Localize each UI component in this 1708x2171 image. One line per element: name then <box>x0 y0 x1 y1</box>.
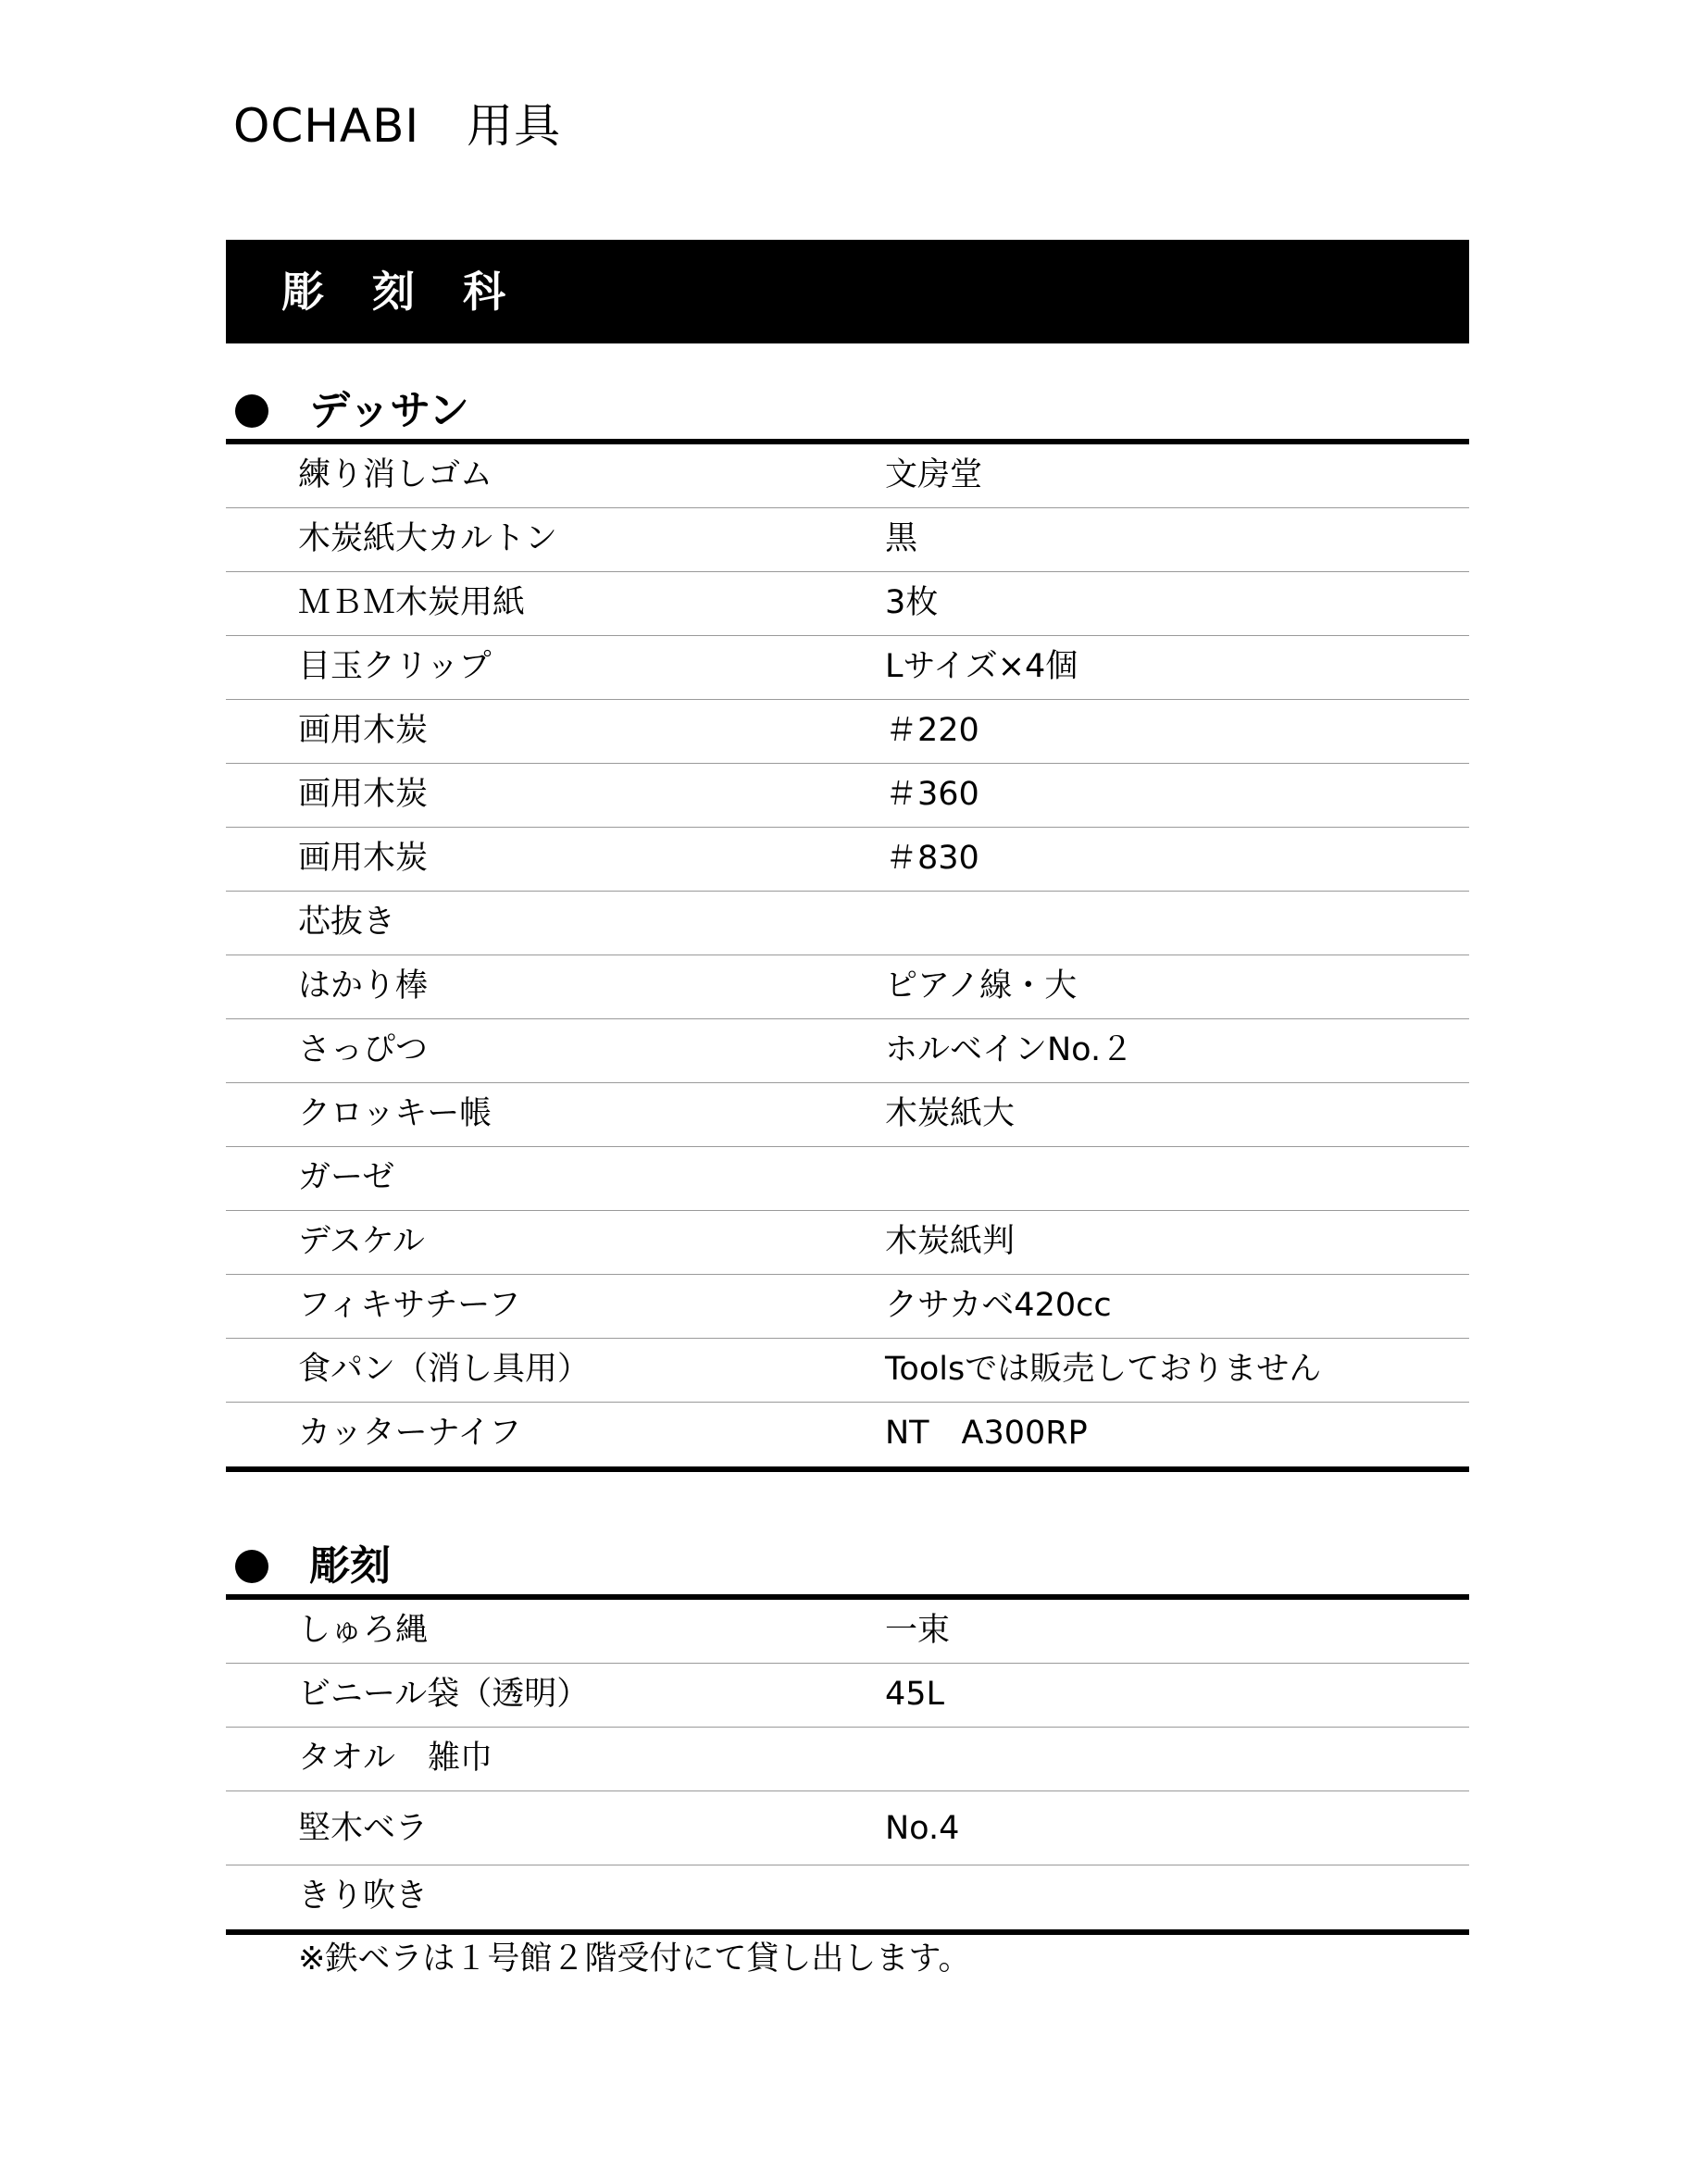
table-row <box>226 1728 1469 1791</box>
item-spec: 木炭紙判 <box>885 1223 1016 1260</box>
table-row <box>226 1275 1469 1339</box>
section-heading-dessin <box>235 383 469 439</box>
section-heading-sculpture <box>235 1539 391 1594</box>
table-row <box>226 636 1469 700</box>
table-row <box>226 828 1469 892</box>
table-row <box>226 1403 1469 1466</box>
table-row <box>226 1083 1469 1147</box>
item-spec: NT A300RP <box>885 1415 1088 1452</box>
table-row <box>226 1019 1469 1083</box>
item-spec: ＃360 <box>885 776 979 813</box>
table-row <box>226 1865 1469 1929</box>
table-row <box>226 1791 1469 1865</box>
item-spec: 黒 <box>885 520 918 557</box>
item-name: カッターナイフ <box>298 1415 522 1452</box>
table-row <box>226 892 1469 955</box>
item-name: はかり棒 <box>298 967 429 1004</box>
item-name: きり吹き <box>298 1878 429 1915</box>
item-name: 画用木炭 <box>298 712 429 749</box>
supply-table-dessin <box>226 439 1469 1472</box>
item-name: ＭＢＭ木炭用紙 <box>298 584 526 621</box>
item-name: ビニール袋（透明） <box>298 1676 590 1713</box>
item-name: 練り消しゴム <box>298 456 493 493</box>
item-spec: No.4 <box>885 1810 960 1847</box>
item-spec: 文房堂 <box>885 456 983 493</box>
item-spec: 45L <box>885 1676 945 1713</box>
table-row <box>226 444 1469 508</box>
document-title: OCHABI 用具 <box>233 99 562 153</box>
item-name: クロッキー帳 <box>298 1095 492 1132</box>
supply-table-sculpture <box>226 1594 1469 1935</box>
department-banner <box>226 240 1469 343</box>
item-name: デスケル <box>298 1223 425 1260</box>
section-heading-label: デッサン <box>309 387 469 434</box>
item-name: 食パン（消し具用） <box>298 1351 591 1388</box>
item-name: 堅木ベラ <box>298 1810 429 1847</box>
item-name: タオル 雑巾 <box>298 1740 493 1777</box>
item-name: 画用木炭 <box>298 840 429 877</box>
table-row <box>226 1600 1469 1664</box>
table-row <box>226 1211 1469 1275</box>
bullet-icon <box>235 394 268 428</box>
table-row <box>226 572 1469 636</box>
item-name: ガーゼ <box>298 1159 395 1196</box>
bullet-icon <box>235 1550 268 1583</box>
item-name: 木炭紙大カルトン <box>298 520 558 557</box>
table-row <box>226 508 1469 572</box>
item-spec: 一束 <box>885 1612 951 1649</box>
item-name: フィキサチーフ <box>298 1287 521 1324</box>
table-row <box>226 1339 1469 1403</box>
table-row <box>226 1147 1469 1211</box>
item-name: 目玉クリップ <box>298 648 492 685</box>
item-spec: クサカベ420cc <box>885 1287 1112 1324</box>
item-spec: ピアノ線・大 <box>885 967 1078 1004</box>
item-spec: ＃220 <box>885 712 979 749</box>
item-spec: ＃830 <box>885 840 979 877</box>
item-name: しゅろ縄 <box>298 1612 429 1649</box>
department-title: 彫 刻 科 <box>281 267 523 317</box>
table-row <box>226 764 1469 828</box>
item-spec: 3枚 <box>885 584 939 621</box>
footnote: ※鉄ベラは１号館２階受付にて貸し出します。 <box>298 1940 971 1978</box>
table-row <box>226 1664 1469 1728</box>
table-row <box>226 700 1469 764</box>
item-name: さっぴつ <box>298 1031 429 1068</box>
section-heading-label: 彫刻 <box>309 1542 391 1590</box>
item-name: 芯抜き <box>298 904 396 941</box>
table-row <box>226 955 1469 1019</box>
item-name: 画用木炭 <box>298 776 429 813</box>
item-spec: Toolsでは販売しておりません <box>885 1351 1322 1388</box>
item-spec: 木炭紙大 <box>885 1095 1016 1132</box>
item-spec: ホルベインNo.２ <box>885 1031 1134 1068</box>
item-spec: Lサイズ×4個 <box>885 648 1078 685</box>
